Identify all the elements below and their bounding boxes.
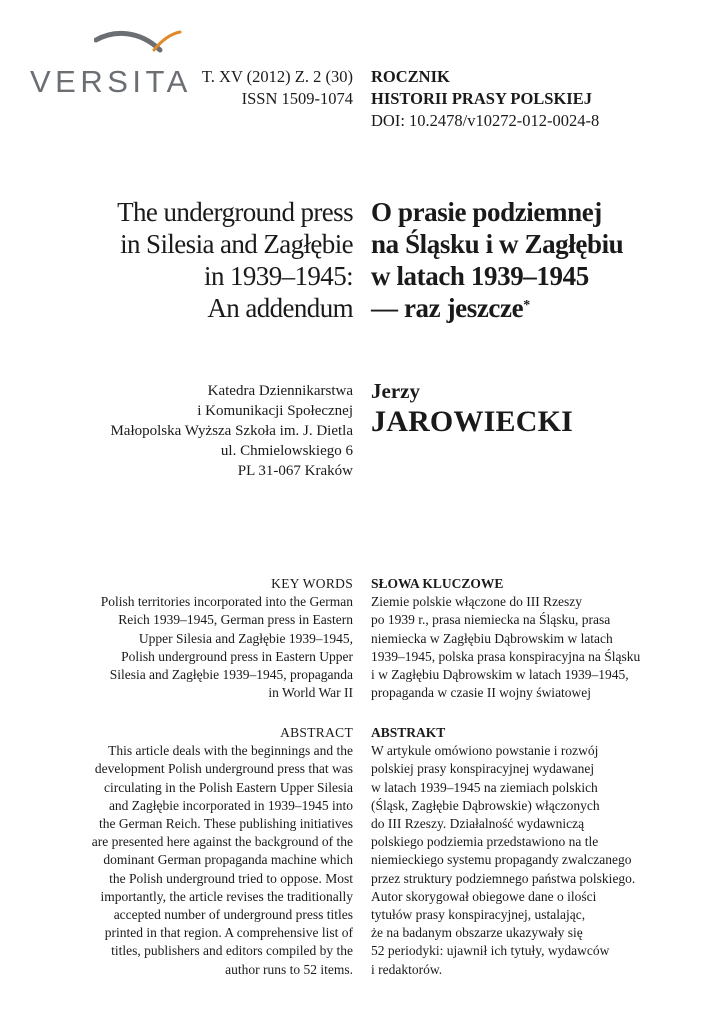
keywords-en-line: Polish underground press in Eastern Upper <box>121 648 353 664</box>
abstract-en-line: are presented here against the background of the <box>91 834 353 850</box>
author-last-name: JAROWIECKI <box>371 405 574 438</box>
keywords-english <box>40 575 353 702</box>
keywords-en-line: Silesia and Zagłębie 1939–1945, propaganda <box>109 667 353 683</box>
abstract-pl-line: polskiej prasy konspiracyjnej wydawanej <box>371 761 595 777</box>
affiliation-line: Małopolska Wyższa Szkoła im. J. Dietla <box>110 423 353 439</box>
title-en-line: in Silesia and Zagłębie <box>120 229 353 259</box>
keywords-en-line: Upper Silesia and Zagłębie 1939–1945, <box>138 630 353 646</box>
title-en-line: in 1939–1945: <box>204 261 353 291</box>
abstract-pl-line: Autor skorygował obiegowe dane o ilości <box>371 888 597 904</box>
title-en-line: An addendum <box>207 293 353 323</box>
abstract-pl-line: tytułów prasy konspiracyjnej, ustalając, <box>371 907 586 923</box>
abstract-pl-line: W artykule omówiono powstanie i rozwój <box>371 743 599 759</box>
abstract-en-line: the Polish underground tried to oppose. Most <box>109 870 353 886</box>
keywords-pl-line: i w Zagłębiu Dąbrowskim w latach 1939–1945, <box>371 667 629 683</box>
keywords-pl-line: 1939–1945, polska prasa konspiracyjna na Śląsku <box>371 648 641 664</box>
affiliation-line: i Komunikacji Społecznej <box>197 403 353 419</box>
abstract-en-heading: ABSTRACT <box>280 725 353 740</box>
title-en-line: The underground press <box>117 197 353 227</box>
affiliation-line: ul. Chmielowskiego 6 <box>220 443 353 459</box>
abstract-en-line: accepted number of underground press titles <box>113 907 353 923</box>
journal-name-line2: HISTORII PRASY POLSKIEJ <box>371 89 592 108</box>
keywords-polish <box>371 575 701 702</box>
keywords-en-heading: KEY WORDS <box>271 576 353 591</box>
affiliation <box>60 381 353 481</box>
abstract-pl-heading: ABSTRAKT <box>371 725 446 740</box>
swoosh-icon <box>94 28 184 62</box>
abstract-en-line: author runs to 52 items. <box>225 961 353 977</box>
keywords-pl-line: Ziemie polskie włączone do III Rzeszy <box>371 594 583 610</box>
abstract-polish <box>371 724 701 979</box>
abstract-pl-line: w latach 1939–1945 na ziemiach polskich <box>371 779 598 795</box>
title-pl-line-text: — raz jeszcze <box>371 293 524 323</box>
volume-info: T. XV (2012) Z. 2 (30) <box>201 67 353 86</box>
keywords-pl-line: niemiecka w Zagłębiu Dąbrowskim w latach <box>371 630 613 646</box>
footnote-mark: * <box>523 298 530 313</box>
title-pl-line: O prasie podziemnej <box>371 197 602 227</box>
abstract-en-line: and Zagłębie incorporated in 1939–1945 into <box>108 797 353 813</box>
title-pl-line: na Śląsku i w Zagłębiu <box>371 229 624 259</box>
keywords-pl-line: propaganda w czasie II wojny światowej <box>371 685 592 701</box>
journal-info <box>371 66 701 132</box>
abstract-en-line: development Polish underground press that was <box>94 761 353 777</box>
abstract-pl-line: i redaktorów. <box>371 961 443 977</box>
title-pl-line: w latach 1939–1945 <box>371 261 589 291</box>
abstract-en-line: printed in that region. A comprehensive list of <box>104 925 353 941</box>
abstract-english <box>40 724 353 979</box>
issue-info <box>150 66 353 110</box>
affiliation-line: PL 31-067 Kraków <box>237 463 353 479</box>
abstract-en-line: circulating in the Polish Eastern Upper Silesia <box>104 779 353 795</box>
author-first-name: Jerzy <box>371 379 420 403</box>
logo-text: VERSITA <box>30 64 192 99</box>
title-polish <box>371 196 711 324</box>
abstract-en-line: This article deals with the beginnings and the <box>108 743 353 759</box>
abstract-pl-line: 52 periodyki: ujawnił ich tytuły, wydawców <box>371 943 610 959</box>
abstract-en-line: titles, publishers and editors compiled by the <box>111 943 353 959</box>
abstract-en-line: dominant German propaganda machine which <box>103 852 353 868</box>
keywords-pl-heading: SŁOWA KLUCZOWE <box>371 576 504 591</box>
abstract-pl-line: do III Rzeszy. Działalność wydawniczą <box>371 816 585 832</box>
keywords-en-line: Polish territories incorporated into the German <box>100 594 353 610</box>
abstract-pl-line: przez struktury podziemnego państwa polskiego. <box>371 870 636 886</box>
doi-info: DOI: 10.2478/v10272-012-0024-8 <box>371 111 600 130</box>
affiliation-line: Katedra Dziennikarstwa <box>207 383 353 399</box>
keywords-en-line: in World War II <box>268 685 353 701</box>
keywords-en-line: Reich 1939–1945, German press in Eastern <box>118 612 353 628</box>
abstract-en-line: importantly, the article revises the traditionally <box>100 888 353 904</box>
abstract-pl-line: polskiego podziemia przedstawiono na tle <box>371 834 599 850</box>
title-pl-line-last <box>371 292 711 324</box>
abstract-pl-line: (Śląsk, Zagłębie Dąbrowskie) włączonych <box>371 797 600 813</box>
keywords-pl-line: po 1939 r., prasa niemiecka na Śląsku, prasa <box>371 612 611 628</box>
journal-name-line1: ROCZNIK <box>371 67 450 86</box>
title-english <box>60 196 353 324</box>
abstract-en-line: the German Reich. These publishing initiatives <box>99 816 353 832</box>
abstract-pl-line: niemieckiego systemu propagandy zwalczanego <box>371 852 632 868</box>
abstract-pl-line: że na badanym obszarze ukazywały się <box>371 925 583 941</box>
issn-info: ISSN 1509-1074 <box>241 89 353 108</box>
